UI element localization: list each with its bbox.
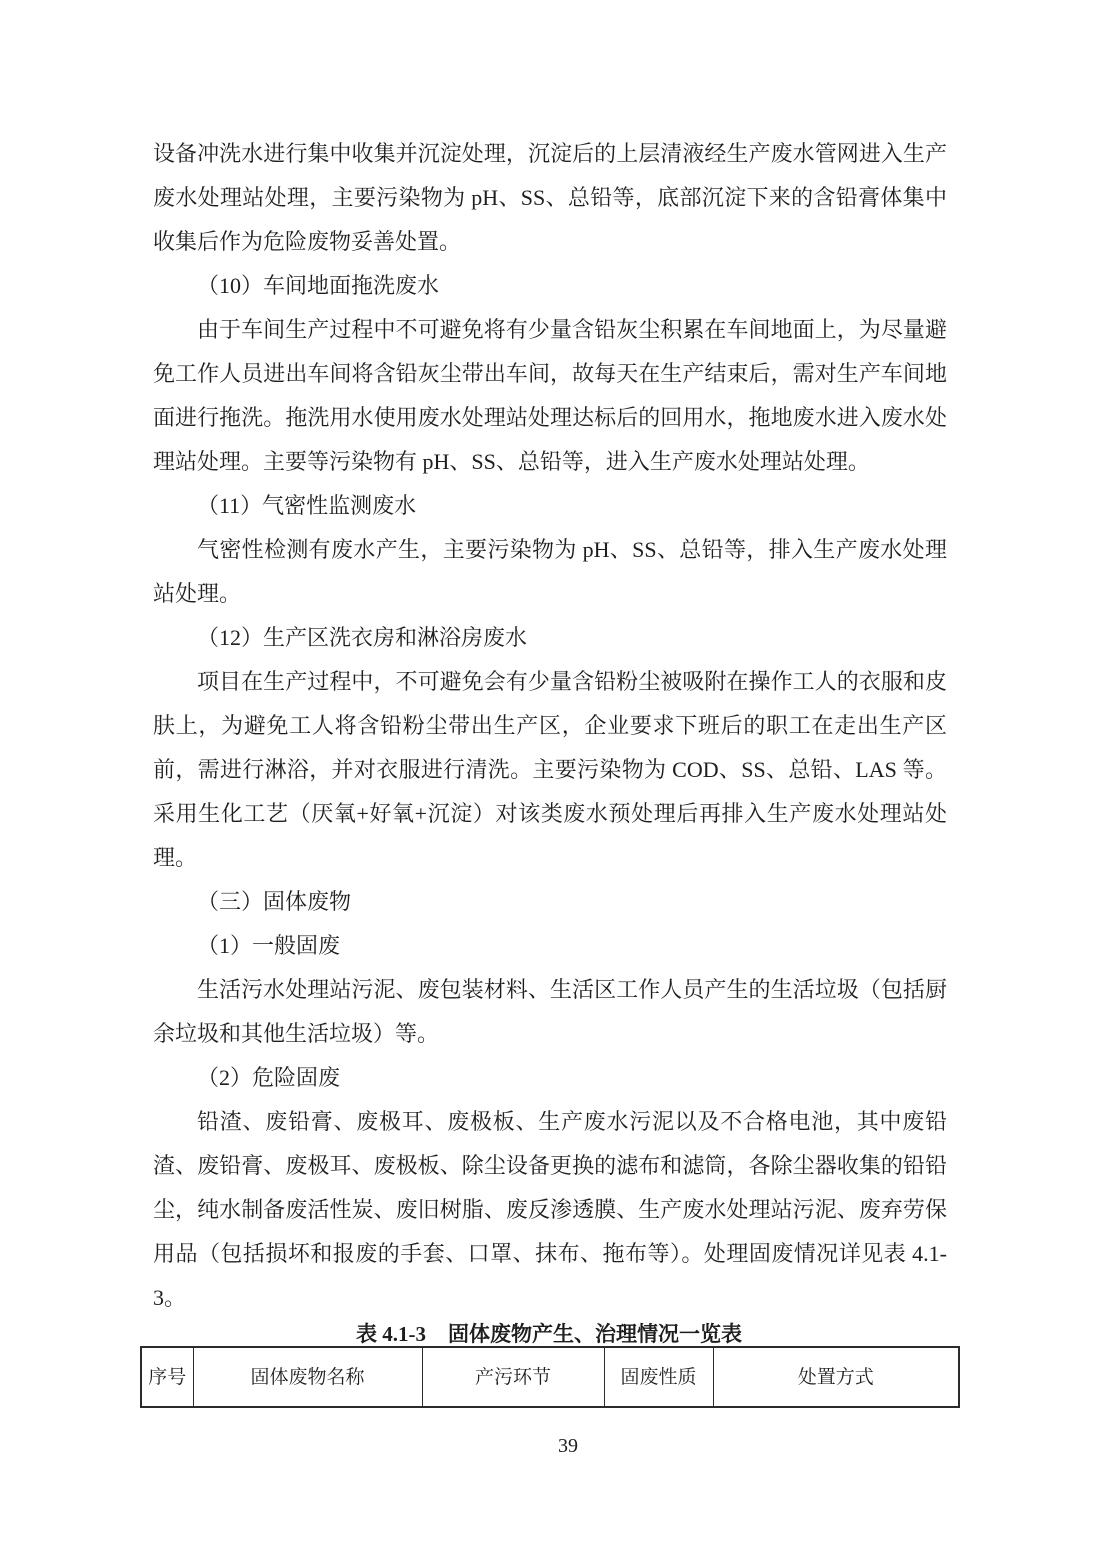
heading-10-workshop-floor-mop-wastewater: （10）车间地面拖洗废水: [197, 273, 440, 298]
paragraph-equipment-wash-water: 设备冲洗水进行集中收集并沉淀处理，沉淀后的上层清液经生产废水管网进入生产废水处理站处理，主要污染物为 pH、SS、总铅等，底部沉淀下来的含铅膏体集中收集后作为危险废物妥善处置。: [153, 141, 947, 254]
col-header-pollution-source-stage: 产污环节: [422, 1347, 604, 1407]
page-content: [148, 132, 947, 1408]
heading-11-airtightness-test-wastewater: （11）气密性监测废水: [197, 493, 417, 518]
paragraph-general-solid-waste: 生活污水处理站污泥、废包装材料、生活区工作人员产生的生活垃圾（包括厨余垃圾和其他生活垃圾）等。: [153, 977, 947, 1046]
heading-three-solid-waste: （三）固体废物: [197, 889, 352, 914]
heading-2-hazardous-solid-waste: （2）危险固废: [197, 1065, 341, 1090]
col-header-waste-nature: 固废性质: [604, 1347, 713, 1407]
table-title: [140, 1322, 958, 1346]
table-number-label: 表 4.1-3: [356, 1322, 426, 1346]
paragraph-laundry-shower-wastewater: 项目在生产过程中，不可避免会有少量含铅粉尘被吸附在操作工人的衣服和皮肤上，为避免工人将含铅粉尘带出生产区，企业要求下班后的职工在走出生产区前，需进行淋浴，并对衣服进行清洗。主要污染物为 COD、SS、总铅、LAS 等。采用生化工艺（厌氧+好氧+沉淀）对该类废水预处理后再排入生产废水处理站处理。: [153, 669, 947, 870]
paragraph-airtightness-test-wastewater: 气密性检测有废水产生，主要污染物为 pH、SS、总铅等，排入生产废水处理站处理。: [153, 537, 947, 606]
col-header-serial-number: 序号: [141, 1347, 193, 1407]
solid-waste-table: [140, 1346, 960, 1408]
paragraph-workshop-floor-mop-wastewater: 由于车间生产过程中不可避免将有少量含铅灰尘积累在车间地面上，为尽量避免工作人员进出车间将含铅灰尘带出车间，故每天在生产结束后，需对生产车间地面进行拖洗。拖洗用水使用废水处理站处理达标后的回用水，拖地废水进入废水处理站处理。主要等污染物有 pH、SS、总铅等，进入生产废水处理站处理。: [153, 317, 947, 474]
table-header-row: [141, 1347, 959, 1407]
page-number: 39: [558, 1435, 578, 1457]
table-title-text: 固体废物产生、治理情况一览表: [448, 1322, 742, 1346]
heading-12-laundry-shower-wastewater: （12）生产区洗衣房和淋浴房废水: [197, 625, 528, 650]
paragraph-hazardous-solid-waste: 铅渣、废铅膏、废极耳、废极板、生产废水污泥以及不合格电池，其中废铅渣、废铅膏、废极耳、废极板、除尘设备更换的滤布和滤筒，各除尘器收集的铅铅尘，纯水制备废活性炭、废旧树脂、废反渗透膜、生产废水处理站污泥、废弃劳保用品（包括损坏和报废的手套、口罩、抹布、拖布等）。处理固废情况详见表 4.1-3。: [153, 1109, 947, 1310]
col-header-disposal-method: 处置方式: [713, 1347, 959, 1407]
heading-1-general-solid-waste: （1）一般固废: [197, 933, 341, 958]
col-header-solid-waste-name: 固体废物名称: [193, 1347, 422, 1407]
